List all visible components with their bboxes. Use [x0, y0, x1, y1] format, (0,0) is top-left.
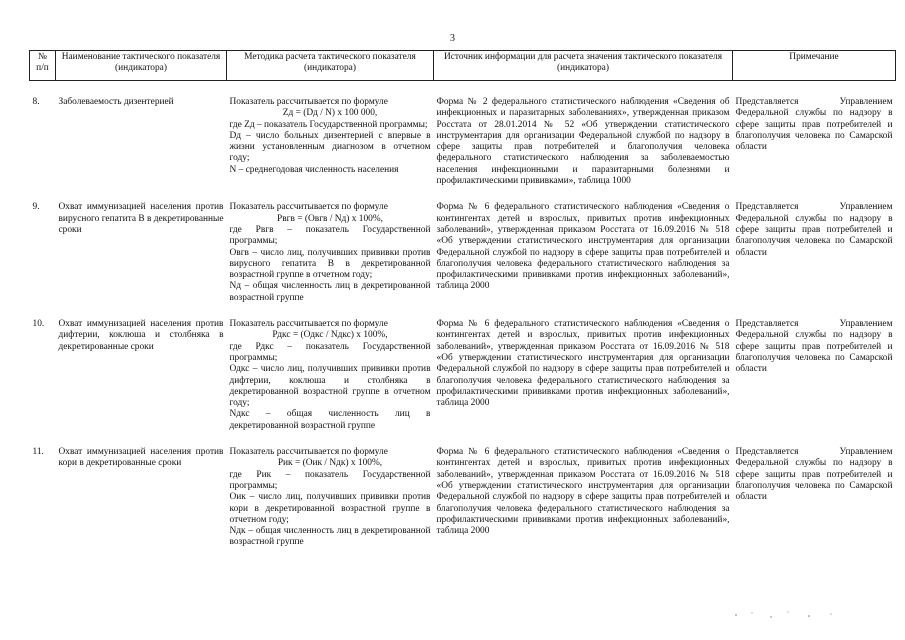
information-source: Форма № 6 федерального статистического наблюдения «Сведения о контингентах детей и взрослых, привитых против инфекционных заболеваний», утвержденная приказом Росстата от 16.09.2016 № 518 «Об утверждении статистического инструментария для организации Федеральной службой по надзору в сфере защиты прав потребителей и благополучия человека федерального статистического наблюдения за профилактическими прививками против инфекционных заболеваний», таблица 2000 [436, 447, 730, 537]
table-row [30, 202, 896, 319]
table-header-row [30, 51, 896, 81]
method-formula: Рдкс = (Одкс / Nдкс) x 100%, [272, 330, 388, 341]
row-number: 9. [32, 202, 40, 213]
calculation-method [227, 202, 434, 319]
method-definition: Dд – число больных дизентерией с впервые в жизни установленным диагнозом в отчетном году; [229, 130, 431, 164]
method-definition: Овгв – число лиц, получивших прививки против вирусного гепатита В в декретированной возрастной группе в отчетном году; [229, 247, 431, 281]
method-formula: Рвгв = (Овгв / Nд) x 100%, [276, 213, 384, 224]
method-definition: где Рдкс – показатель Государственной программы; [229, 341, 431, 363]
header-method: Методика расчета тактического показателя (индикатора) [227, 51, 434, 81]
information-source: Форма № 6 федерального статистического наблюдения «Сведения о контингентах детей и взрослых, привитых против инфекционных заболеваний», утвержденная приказом Росстата от 16.09.2016 № 518 «Об утверждении статистического инструментария для организации Федеральной службой по надзору в сфере защиты прав потребителей и благополучия человека федерального статистического наблюдения за профилактическими прививками против инфекционных заболеваний», таблица 2000 [436, 202, 730, 292]
method-intro: Показатель рассчитывается по формуле [229, 202, 388, 213]
header-source: Источник информации для расчета значения тактического показателя (индикатора) [434, 51, 733, 81]
method-definition: Оик – число лиц, получивших прививки против кори в декретированной возрастной группе в отчетном году; [229, 492, 431, 525]
calculation-method [227, 319, 434, 447]
note: Представляется Управлением Федеральной службы по надзору в сфере защиты прав потребителей и благополучия человека по Самарской области [735, 447, 893, 503]
method-formula: Zд = (Dд / N) x 100 000, [282, 108, 378, 119]
method-definition: где Рик – показатель Государственной программы; [229, 469, 431, 491]
indicators-table [29, 50, 896, 564]
indicator-name: Охват иммунизацией населения против дифтерии, коклюша и столбняка в декретированные сроки [58, 319, 224, 352]
row-number: 10. [32, 319, 45, 330]
table-row [30, 447, 896, 564]
method-definition: N – среднегодовая численность населения [229, 164, 399, 175]
row-number: 8. [32, 97, 40, 107]
indicator-name: Охват иммунизацией населения против вирусного гепатита В в декретированные сроки [58, 202, 224, 235]
indicator-name: Охват иммунизацией населения против кори в декретированные сроки [58, 447, 224, 469]
note: Представляется Управлением Федеральной службы по надзору в сфере защиты прав потребителей и благополучия человека по Самарской области [735, 97, 893, 153]
note: Представляется Управлением Федеральной службы по надзору в сфере защиты прав потребителей и благополучия человека по Самарской области [735, 319, 893, 375]
method-formula: Рик = (Оик / Nдк) x 100%, [277, 458, 383, 469]
method-definition: где Рвгв – показатель Государственной программы; [229, 224, 431, 247]
header-name: Наименование тактического показателя (индикатора) [56, 51, 227, 81]
note: Представляется Управлением Федеральной службы по надзору в сфере защиты прав потребителей и благополучия человека по Самарской области [735, 202, 893, 258]
table-row [30, 319, 896, 447]
method-definition: где Zд – показатель Государственной программы; [229, 119, 428, 130]
header-note: Примечание [733, 51, 896, 81]
scan-noise [730, 608, 850, 620]
method-intro: Показатель рассчитывается по формуле [229, 319, 388, 330]
row-number: 11. [32, 447, 44, 458]
method-definition: Nдк – общая численность лиц в декретированной возрастной группе [229, 526, 431, 548]
method-intro: Показатель рассчитывается по формуле [229, 447, 388, 458]
method-definition: Одкс – число лиц, получивших прививки против дифтерии, коклюша и столбняка в декретированной возрастной группе в отчетном году; [229, 364, 431, 409]
calculation-method [227, 81, 434, 203]
method-definition: Nд – общая численность лиц в декретированной возрастной группе [229, 281, 431, 303]
calculation-method [227, 447, 434, 564]
table-row [30, 81, 896, 203]
method-definition: Nдкс – общая численность лиц в декретированной возрастной группе [229, 409, 431, 431]
method-intro: Показатель рассчитывается по формуле [229, 97, 388, 107]
information-source: Форма № 2 федерального статистического наблюдения «Сведения об инфекционных и паразитарных заболеваниях», утвержденная приказом Росстата от 28.01.2014 № 52 «Об утверждении статистического инструментария для организации Федеральной службой по надзору в сфере защиты прав потребителей и благополучия человека федерального статистического наблюдения за заболеваемостью населения инфекционными и паразитарными болезнями и профилактическими прививками», таблица 1000 [436, 97, 730, 187]
page-number: 3 [450, 33, 455, 44]
header-num: № п/п [30, 51, 56, 81]
indicator-name: Заболеваемость дизентерией [58, 97, 174, 107]
information-source: Форма № 6 федерального статистического наблюдения «Сведения о контингентах детей и взрослых, привитых против инфекционных заболеваний», утвержденная приказом Росстата от 16.09.2016 № 518 «Об утверждении статистического инструментария для организации Федеральной службой по надзору в сфере защиты прав потребителей и благополучия человека федерального статистического наблюдения за профилактическими прививками против инфекционных заболеваний», таблица 2000 [436, 319, 730, 409]
